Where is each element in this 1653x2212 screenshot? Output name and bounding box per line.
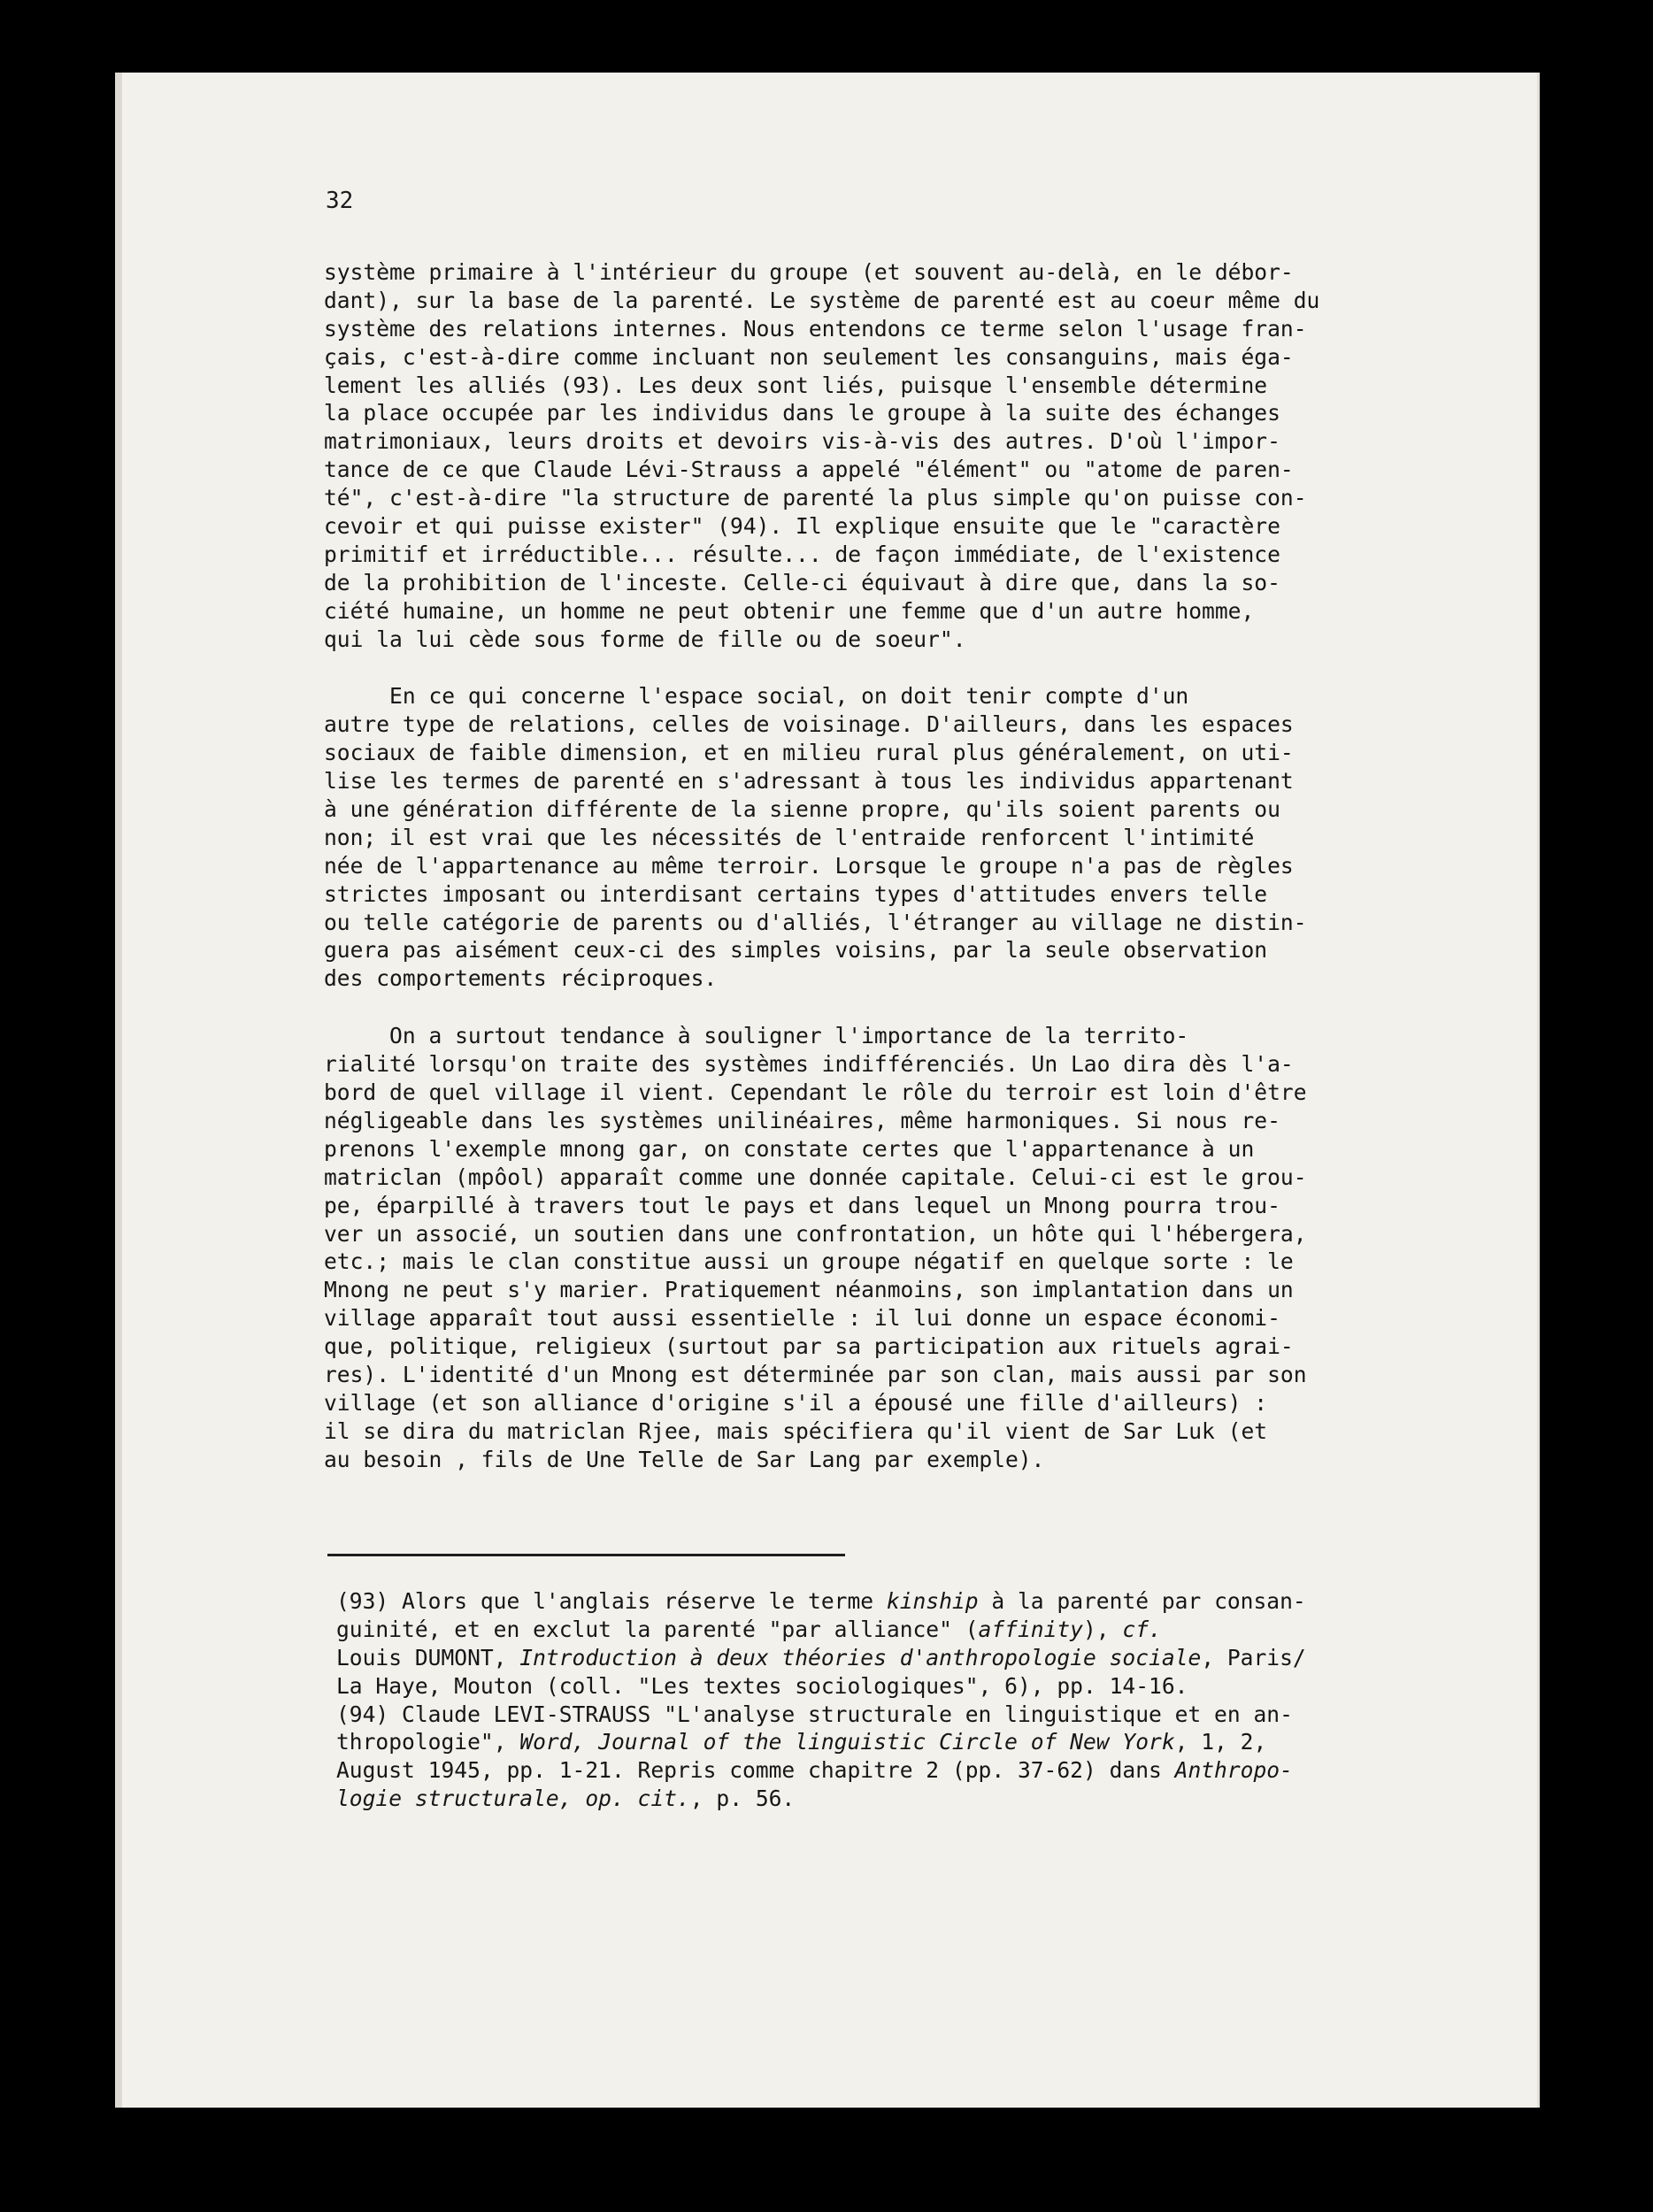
text-line: bord de quel village il vient. Cependant le rôle du terroir est loin d'être [324,1079,1307,1106]
footnote-line [336,1785,1442,1813]
text-line: strictes imposant ou interdisant certains types d'attitudes envers telle [324,880,1268,907]
footnote [336,1701,1442,1814]
footnote-italic-text: cf. [1122,1616,1162,1642]
page-number: 32 [326,188,354,214]
paragraph [324,1022,1430,1473]
footnote-text: ), [1083,1616,1123,1642]
footnote-text: à la parenté par consan- [978,1588,1306,1614]
footnote-separator [327,1554,845,1556]
text-line: à une génération différente de la sienne propre, qu'ils soient parents ou [324,796,1280,823]
text-line: sociaux de faible dimension, et en milieu rural plus généralement, on uti- [324,740,1294,766]
text-line: prenons l'exemple mnong gar, on constate certes que l'appartenance à un [324,1135,1255,1162]
footnote-text: , 1, 2, [1174,1729,1267,1755]
body-text [324,258,1430,1474]
text-line: la place occupée par les individus dans le groupe à la suite des échanges [324,400,1280,426]
text-line: tance de ce que Claude Lévi-Strauss a appelé "élément" ou "atome de paren- [324,457,1294,483]
text-line: système des relations internes. Nous entendons ce terme selon l'usage fran- [324,315,1307,342]
footnote-text: , Paris/ [1201,1644,1306,1671]
text-line: ou telle catégorie de parents ou d'alliés, l'étranger au village ne distin- [324,909,1307,935]
text-line: de la prohibition de l'inceste. Celle-ci équivaut à dire que, dans la so- [324,569,1280,595]
text-line: qui la lui cède sous forme de fille ou de soeur". [324,626,966,652]
text-line: matriclan (mpôol) apparaît comme une donnée capitale. Celui-ci est le grou- [324,1164,1307,1190]
footnote-text: (93) Alors que l'anglais réserve le terme [336,1588,887,1614]
footnote-text: August 1945, pp. 1-21. Repris comme chapitre 2 (pp. 37-62) dans [336,1757,1175,1784]
text-line: res). L'identité d'un Mnong est déterminée par son clan, mais aussi par son [324,1361,1307,1387]
text-line: çais, c'est-à-dire comme incluant non seulement les consanguins, mais éga- [324,343,1294,370]
text-line: système primaire à l'intérieur du groupe (et souvent au-delà, en le débor- [324,259,1294,285]
text-line: lise les termes de parenté en s'adressant à tous les individus appartenant [324,768,1294,795]
footnote-line [336,1644,1442,1672]
footnote-text: (94) Claude LEVI-STRAUSS "L'analyse structurale en linguistique et en an- [336,1701,1293,1727]
footnote-line [336,1756,1442,1785]
text-line: non; il est vrai que les nécessités de l'entraide renforcent l'intimité [324,824,1255,850]
footnotes [336,1587,1442,1813]
footnote [336,1587,1442,1701]
text-line: ciété humaine, un homme ne peut obtenir une femme que d'un autre homme, [324,597,1255,624]
footnote-text: thropologie", [336,1729,520,1755]
text-line: On a surtout tendance à souligner l'importance de la territo- [324,1023,1189,1049]
footnote-line [336,1672,1442,1701]
text-line: primitif et irréductible... résulte... de façon immédiate, de l'existence [324,541,1280,567]
text-line: té", c'est-à-dire "la structure de parenté la plus simple qu'on puisse con- [324,485,1307,511]
footnote-text: guinité, et en exclut la parenté "par alliance" ( [336,1616,979,1642]
footnote-line [336,1587,1442,1616]
footnote-italic-text: Anthropo- [1174,1757,1293,1784]
paragraph [324,258,1430,653]
text-line: guera pas aisément ceux-ci des simples voisins, par la seule observation [324,937,1268,964]
footnote-text: Louis DUMONT, [336,1644,520,1671]
text-line: Mnong ne peut s'y marier. Pratiquement néanmoins, son implantation dans un [324,1277,1294,1303]
text-line: pe, éparpillé à travers tout le pays et dans lequel un Mnong pourra trou- [324,1192,1280,1218]
text-line: matrimoniaux, leurs droits et devoirs vis-à-vis des autres. D'où l'impor- [324,428,1280,455]
text-line: autre type de relations, celles de voisinage. D'ailleurs, dans les espaces [324,711,1294,738]
footnote-italic-text: Introduction à deux théories d'anthropologie sociale [519,1644,1202,1671]
text-line: que, politique, religieux (surtout par sa participation aux rituels agrai- [324,1333,1294,1360]
text-line: village (et son alliance d'origine s'il a épousé une fille d'ailleurs) : [324,1389,1268,1416]
footnote-italic-text: logie structurale, op. cit. [336,1786,690,1812]
text-line: cevoir et qui puisse exister" (94). Il explique ensuite que le "caractère [324,513,1280,540]
paragraph-gap [324,653,1430,682]
text-line: ver un associé, un soutien dans une confrontation, un hôte qui l'hébergera, [324,1220,1307,1247]
footnote-line [336,1728,1442,1756]
text-line: dant), sur la base de la parenté. Le système de parenté est au coeur même du [324,287,1320,313]
footnote-text: La Haye, Mouton (coll. "Les textes sociologiques", 6), pp. 14-16. [336,1672,1188,1699]
footnote-line [336,1701,1442,1729]
text-line: au besoin , fils de Une Telle de Sar Lang par exemple). [324,1446,1045,1472]
text-line: lement les alliés (93). Les deux sont liés, puisque l'ensemble détermine [324,372,1268,398]
text-line: rialité lorsqu'on traite des systèmes indifférenciés. Un Lao dira dès l'a- [324,1051,1294,1078]
paragraph [324,682,1430,993]
text-line: En ce qui concerne l'espace social, on doit tenir compte d'un [324,683,1189,710]
text-line: il se dira du matriclan Rjee, mais spécifiera qu'il vient de Sar Luk (et [324,1417,1268,1444]
text-line: négligeable dans les systèmes unilinéaires, même harmoniques. Si nous re- [324,1107,1280,1133]
text-line: etc.; mais le clan constitue aussi un groupe négatif en quelque sorte : le [324,1248,1294,1275]
text-line: village apparaît tout aussi essentielle : il lui donne un espace économi- [324,1305,1280,1332]
footnote-italic-text: Word, Journal of the linguistic Circle of New York [519,1729,1175,1755]
footnote-italic-text: affinity [978,1616,1083,1642]
footnote-line [336,1616,1442,1644]
text-line: née de l'appartenance au même terroir. Lorsque le groupe n'a pas de règles [324,852,1294,879]
text-line: des comportements réciproques. [324,965,718,992]
paragraph-gap [324,993,1430,1022]
footnote-text: , p. 56. [689,1786,796,1812]
footnote-italic-text: kinship [886,1588,979,1614]
